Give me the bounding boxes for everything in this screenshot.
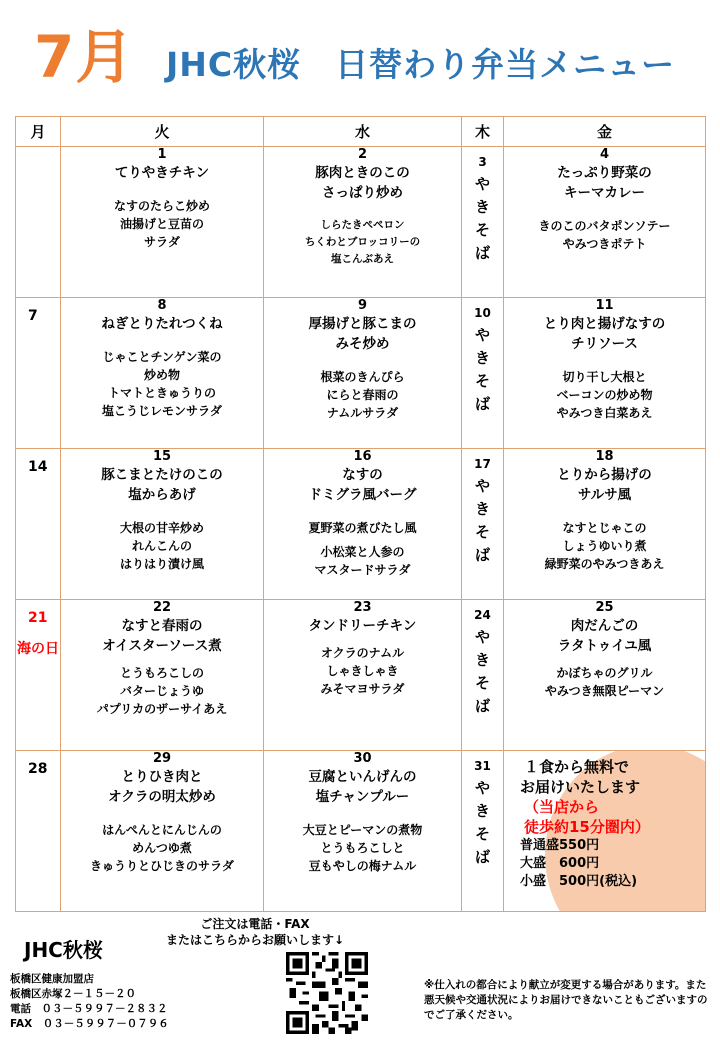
page-header xyxy=(0,0,720,112)
main-dish: 豚肉ときのこの さっぱり炒め xyxy=(315,165,410,201)
page-footer xyxy=(0,912,720,1040)
main-dish: やきそば xyxy=(474,476,490,564)
week-row xyxy=(16,599,706,750)
day-number: 18 xyxy=(595,448,614,464)
day-number: 4 xyxy=(599,147,610,162)
day-cell-wed xyxy=(264,448,462,599)
day-cell-mon xyxy=(16,750,61,911)
day-number: 7 xyxy=(28,307,38,324)
delivery-promo-cell xyxy=(504,750,706,911)
fax-number: FAX ０３－５９９７－０７９６ xyxy=(10,1018,169,1030)
day-number: 28 xyxy=(28,760,48,777)
day-number: 14 xyxy=(28,458,48,475)
day-number: 31 xyxy=(474,758,491,773)
main-dish: やきそば xyxy=(474,175,490,262)
main-dish: やきそば xyxy=(474,325,490,413)
week-row xyxy=(16,448,706,599)
side-dishes: なすのたらこ炒め 油揚げと豆苗の サラダ xyxy=(113,199,210,249)
side-dishes: しらたきペペロン ちくわとブロッコリーの 塩こんぶあえ xyxy=(304,219,421,265)
day-number: 2 xyxy=(357,147,368,162)
day-cell-fri xyxy=(504,599,706,750)
day-number: 16 xyxy=(353,448,372,464)
side-dishes: かぼちゃのグリル やみつき無限ピーマン xyxy=(544,665,665,698)
menu-calendar xyxy=(15,116,706,912)
day-cell-mon xyxy=(16,297,61,448)
weekday-wed: 水 xyxy=(264,117,462,147)
side-dishes: 夏野菜の煮びたし風 xyxy=(308,520,417,535)
day-number: 22 xyxy=(152,599,172,615)
day-cell-tue xyxy=(61,599,264,750)
day-number: 10 xyxy=(474,305,491,320)
weekday-thu: 木 xyxy=(462,117,504,147)
side-dishes: 根菜のきんぴら にらと春雨の ナムルサラダ xyxy=(320,369,405,420)
day-cell-fri xyxy=(504,297,706,448)
main-dish: たっぷり野菜の キーマカレー xyxy=(557,165,652,201)
day-number: 9 xyxy=(357,297,368,313)
shop-address xyxy=(10,972,169,1032)
weekday-header-row xyxy=(16,117,706,147)
main-dish: 豚こまとたけのこの 塩からあげ xyxy=(101,466,223,503)
main-dish: やきそば xyxy=(474,627,490,715)
side-dishes: きのこのバタポンソテー やみつきポテト xyxy=(538,219,671,251)
day-cell-tue xyxy=(61,297,264,448)
main-dish: とりから揚げの サルサ風 xyxy=(557,466,652,503)
shop-name: JHC秋桜 xyxy=(24,938,103,962)
page-title: JHC秋桜 日替わり弁当メニュー xyxy=(166,45,676,84)
week-row xyxy=(16,750,706,911)
main-dish: タンドリーチキン xyxy=(308,617,417,634)
side-dishes: とうもろこしの バターじょうゆ パプリカのザーサイあえ xyxy=(96,665,228,716)
day-cell-thu xyxy=(462,297,504,448)
weekday-fri: 金 xyxy=(504,117,706,147)
day-cell-fri xyxy=(504,147,706,298)
week-row xyxy=(16,297,706,448)
day-cell-tue xyxy=(61,750,264,911)
day-cell-wed xyxy=(264,750,462,911)
weekday-mon: 月 xyxy=(16,117,61,147)
day-number: 1 xyxy=(157,147,167,162)
day-number: 23 xyxy=(353,599,372,615)
address-line: 板橋区健康加盟店 xyxy=(10,973,94,985)
side-dishes: 大根の甘辛炒め れんこんの はりはり漬け風 xyxy=(119,520,204,571)
phone-number: 電話 ０３－５９９７－２８３２ xyxy=(10,1003,168,1015)
day-number: 17 xyxy=(474,456,491,471)
day-cell-tue xyxy=(61,448,264,599)
day-cell-mon xyxy=(16,599,61,750)
day-cell-thu xyxy=(462,147,504,298)
qr-code-icon[interactable] xyxy=(286,952,368,1034)
side-dishes: なすとじゃこの しょうゆいり煮 緑野菜のやみつきあえ xyxy=(544,520,665,571)
price-large: 大盛 600円 xyxy=(520,855,600,871)
side-dishes-extra: 小松菜と人参の マスタードサラダ xyxy=(314,544,411,577)
day-number: 11 xyxy=(595,297,614,313)
promo-line-2: お届けいたします xyxy=(520,777,641,796)
promo-line-4: 徒歩約15分圏内） xyxy=(524,817,650,836)
side-dishes: じゃことチンゲン菜の 炒め物 トマトときゅうりの 塩こうじレモンサラダ xyxy=(102,349,222,418)
holiday-label: 海の日 xyxy=(17,640,59,657)
week-row xyxy=(16,147,706,298)
promo-line-1: １食から無料で xyxy=(524,757,630,776)
day-cell-tue xyxy=(61,147,264,298)
address-line: 板橋区赤塚２－１５－２０ xyxy=(10,988,136,1000)
month-label: 7月 xyxy=(34,23,135,91)
main-dish: なすと春雨の オイスターソース煮 xyxy=(102,617,222,654)
day-cell-mon xyxy=(16,147,61,298)
main-dish: とり肉と揚げなすの チリソース xyxy=(543,315,666,352)
order-instructions: ご注文は電話・FAX またはこちらからお願いします↓ xyxy=(165,917,345,947)
main-dish: やきそば xyxy=(474,778,490,866)
side-dishes: 切り干し大根と ベーコンの炒め物 やみつき白菜あえ xyxy=(556,369,653,420)
promo-line-3: （当店から xyxy=(524,797,600,816)
day-cell-thu xyxy=(462,750,504,911)
day-number: 15 xyxy=(152,448,172,464)
main-dish: とりひき肉と オクラの明太炒め xyxy=(108,768,216,805)
day-cell-wed xyxy=(264,599,462,750)
day-cell-wed xyxy=(264,147,462,298)
weekday-tue: 火 xyxy=(61,117,264,147)
day-number: 25 xyxy=(595,599,614,615)
main-dish: 肉だんごの ラタトゥイユ風 xyxy=(557,617,652,654)
day-number: 3 xyxy=(478,155,487,169)
day-cell-wed xyxy=(264,297,462,448)
price-small: 小盛 500円(税込) xyxy=(520,873,638,889)
day-number: 24 xyxy=(474,607,491,622)
price-regular: 普通盛550円 xyxy=(520,837,600,853)
side-dishes: オクラのナムル しゃきしゃき みそマヨサラダ xyxy=(320,645,405,696)
day-cell-mon xyxy=(16,448,61,599)
main-dish: なすの ドミグラ風バーグ xyxy=(308,466,417,503)
day-number: 8 xyxy=(157,297,167,313)
day-number: 21 xyxy=(28,609,48,626)
day-cell-thu xyxy=(462,448,504,599)
main-dish: 豆腐といんげんの 塩チャンプルー xyxy=(308,768,417,805)
main-dish: 厚揚げと豚こまの みそ炒め xyxy=(308,315,417,352)
day-cell-fri xyxy=(504,448,706,599)
side-dishes: 大豆とピーマンの煮物 とうもろこしと 豆もやしの梅ナムル xyxy=(302,822,423,873)
day-cell-thu xyxy=(462,599,504,750)
side-dishes: はんぺんとにんじんの めんつゆ煮 きゅうりとひじきのサラダ xyxy=(90,822,234,873)
day-number: 30 xyxy=(353,750,372,766)
main-dish: ねぎとりたれつくね xyxy=(101,315,223,332)
disclaimer-note: ※仕入れの都合により献立が変更する場合があります。また悪天候や交通状況によりお届けできないこともございますのでご了承ください。 xyxy=(424,979,708,1021)
day-number: 29 xyxy=(152,750,172,766)
main-dish: てりやきチキン xyxy=(114,165,210,181)
